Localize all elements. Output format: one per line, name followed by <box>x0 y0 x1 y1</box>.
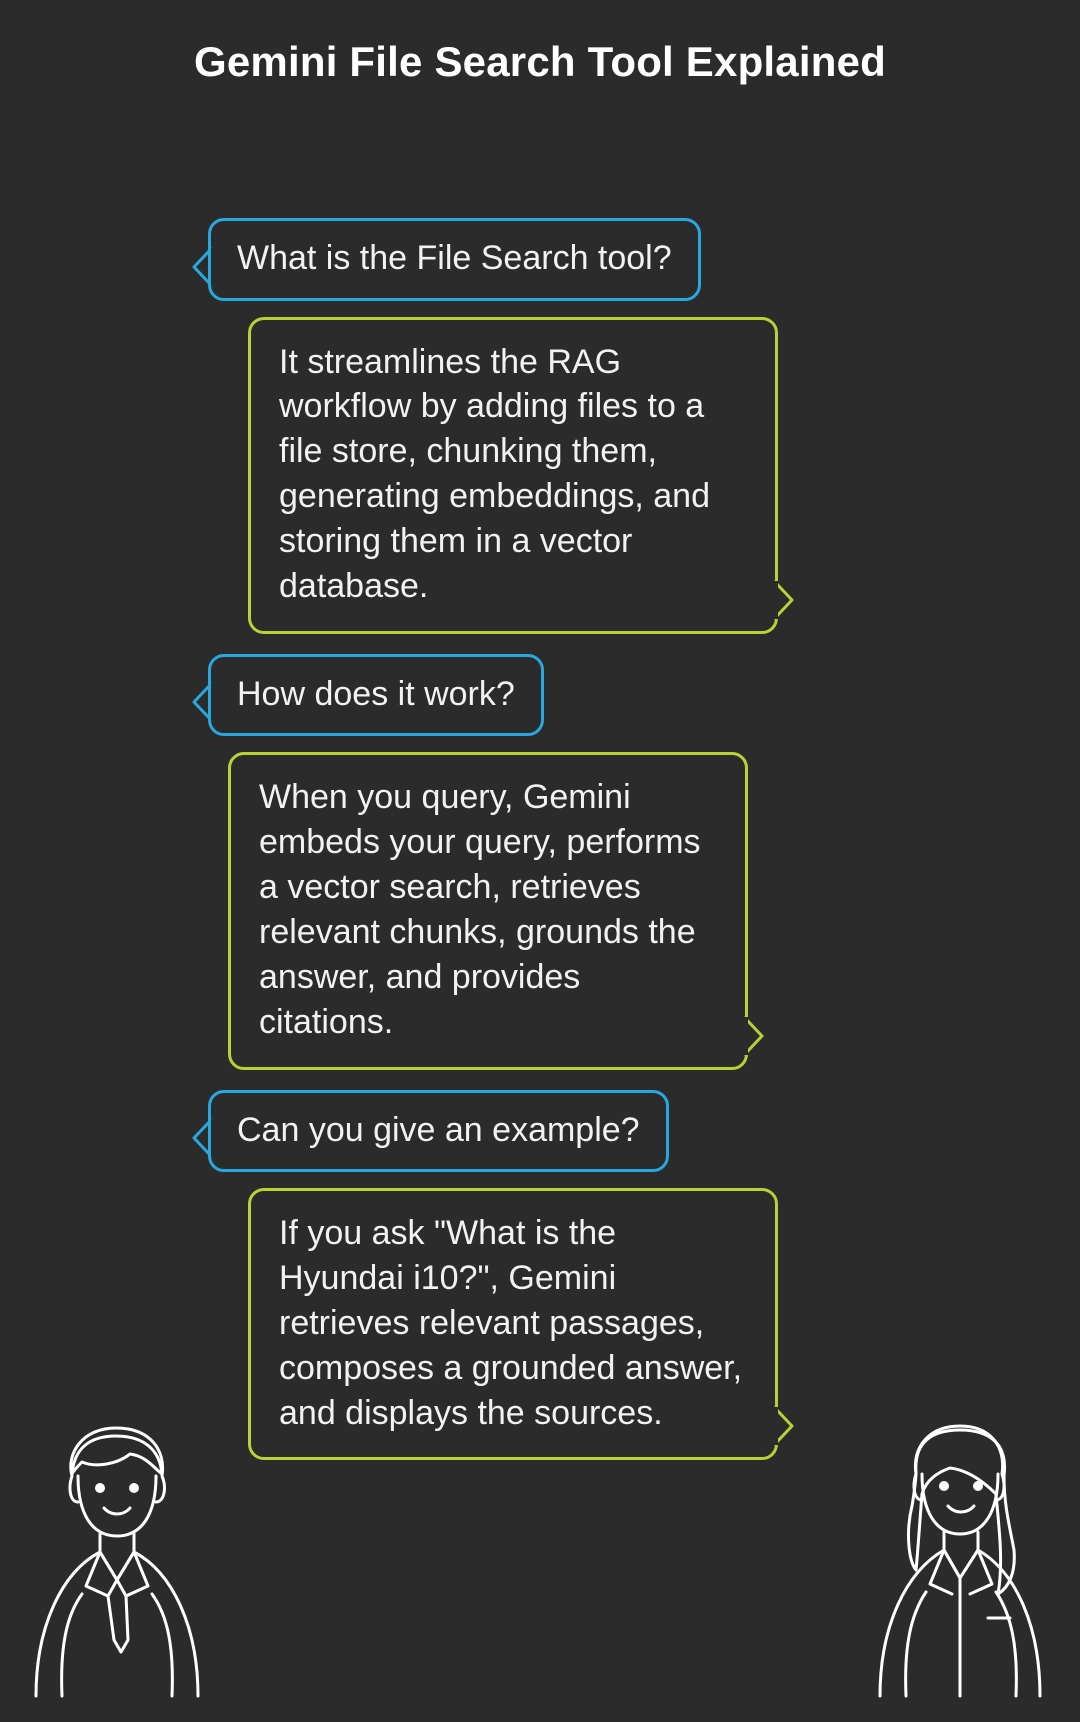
message-row-answer-2 <box>0 752 1080 1069</box>
answer-bubble-1: It streamlines the RAG workflow by adding files to a file store, chunking them, generating embeddings, and storing them in a vector database. <box>248 317 778 634</box>
question-bubble-1: What is the File Search tool? <box>208 218 701 301</box>
conversation <box>0 218 1080 1460</box>
question-bubble-2-wrap <box>208 654 544 737</box>
question-bubble-2: How does it work? <box>208 654 544 737</box>
message-row-question-3 <box>0 1090 1080 1173</box>
message-row-question-1 <box>0 218 1080 301</box>
page-title: Gemini File Search Tool Explained <box>194 38 886 85</box>
bubble-tail-icon <box>744 1016 766 1056</box>
bubble-tail-icon <box>774 580 796 620</box>
message-row-question-2 <box>0 654 1080 737</box>
answer-bubble-2: When you query, Gemini embeds your query, performs a vector search, retrieves relevant chunks, grounds the answer, and provides citations. <box>228 752 748 1069</box>
male-avatar <box>26 1410 216 1700</box>
question-bubble-3-wrap <box>208 1090 669 1173</box>
question-bubble-1-wrap <box>208 218 701 301</box>
answer-bubble-1-wrap <box>248 317 778 634</box>
bubble-tail-icon <box>774 1406 796 1446</box>
answer-bubble-3-wrap <box>248 1188 778 1460</box>
question-bubble-3: Can you give an example? <box>208 1090 669 1173</box>
answer-bubble-2-wrap <box>228 752 748 1069</box>
answer-bubble-3: If you ask "What is the Hyundai i10?", Gemini retrieves relevant passages, composes a grounded answer, and displays the sources. <box>248 1188 778 1460</box>
message-row-answer-1 <box>0 317 1080 634</box>
female-avatar <box>864 1410 1054 1700</box>
